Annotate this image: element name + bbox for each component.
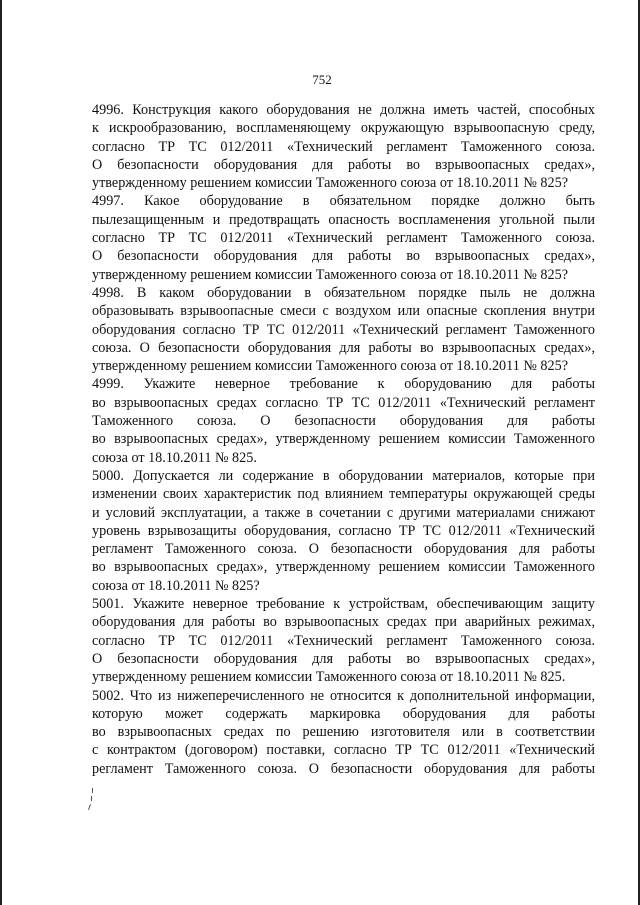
question-line: 5000. Допускается ли содержание в оборудовании материалов, которые при	[92, 467, 595, 484]
page-number: 752	[312, 72, 332, 87]
question-4996	[92, 101, 595, 192]
question-line: утвержденному решением комиссии Таможенного союза от 18.10.2011 № 825?	[92, 358, 568, 375]
question-line: 5001. Укажите неверное требование к устройствам, обеспечивающим защиту	[92, 596, 595, 613]
question-line: регламент Таможенного союза. О безопасности оборудования для работы	[92, 760, 595, 777]
question-line: союза. О безопасности оборудования для работы во взрывоопасных средах»,	[92, 339, 595, 356]
question-line: образовывать взрывоопасные смеси с воздухом или опасные скопления внутри	[92, 303, 595, 320]
question-line: 4999. Укажите неверное требование к оборудованию для работы	[92, 376, 595, 393]
question-line: во взрывоопасных средах по решению изготовителя или в соответствии	[92, 724, 595, 741]
question-line: во взрывоопасных средах», утвержденному решением комиссии Таможенного	[92, 431, 595, 448]
question-line: О безопасности оборудования для работы во взрывоопасных средах»,	[92, 650, 595, 667]
question-line: 4996. Конструкция какого оборудования не должна иметь частей, способных	[92, 102, 595, 118]
question-line: во взрывоопасных средах», утвержденному решением комиссии Таможенного	[92, 559, 595, 576]
question-line: и условий эксплуатации, а также в сочетании с другими материалами снижают	[92, 504, 595, 521]
question-line: утвержденному решением комиссии Таможенного союза от 18.10.2011 № 825?	[92, 266, 568, 283]
question-line: оборудования согласно ТР ТС 012/2011 «Технический регламент Таможенного	[92, 321, 595, 338]
question-4999	[92, 375, 595, 466]
question-line: пылезащищенным и предотвращать опасность воспламенения угольной пыли	[92, 211, 595, 228]
scan-mark	[86, 788, 98, 812]
question-line: Таможенного союза. О безопасности оборудования для работы	[92, 413, 595, 430]
question-line: союза от 18.10.2011 № 825?	[92, 577, 260, 594]
question-line: согласно ТР ТС 012/2011 «Технический регламент Таможенного союза.	[92, 632, 595, 649]
question-line: во взрывоопасных средах согласно ТР ТС 012/2011 «Технический регламент	[92, 394, 595, 411]
question-line: к искрообразованию, воспламеняющему окружающую взрывоопасную среду,	[92, 120, 595, 137]
question-line: союза от 18.10.2011 № 825.	[92, 449, 257, 466]
question-line: 4997. Какое оборудование в обязательном порядке должно быть	[92, 193, 595, 210]
question-line: 5002. Что из нижеперечисленного не относится к дополнительной информации,	[92, 687, 595, 704]
question-line: утвержденному решением комиссии Таможенного союза от 18.10.2011 № 825?	[92, 175, 568, 192]
question-line: 4998. В каком оборудовании в обязательном порядке пыль не должна	[92, 284, 595, 301]
question-line: изменении своих характеристик под влиянием температуры окружающей среды	[92, 486, 595, 503]
question-5001	[92, 595, 595, 686]
question-line: согласно ТР ТС 012/2011 «Технический регламент Таможенного союза.	[92, 138, 595, 155]
question-5000	[92, 467, 595, 595]
question-line: согласно ТР ТС 012/2011 «Технический регламент Таможенного союза.	[92, 230, 595, 247]
question-line: уровень взрывозащиты оборудования, согласно ТР ТС 012/2011 «Технический	[92, 522, 595, 539]
question-4998	[92, 284, 595, 375]
question-line: О безопасности оборудования для работы во взрывоопасных средах»,	[92, 248, 595, 265]
question-line: регламент Таможенного союза. О безопасности оборудования для работы	[92, 541, 595, 558]
question-line: с контрактом (договором) поставки, согласно ТР ТС 012/2011 «Технический	[92, 742, 595, 759]
question-line: которую может содержать маркировка оборудования для работы	[92, 705, 595, 722]
question-line: утвержденному решением комиссии Таможенного союза от 18.10.2011 № 825.	[92, 669, 566, 686]
question-line: О безопасности оборудования для работы во взрывоопасных средах»,	[92, 156, 595, 173]
question-line: оборудования для работы во взрывоопасных средах при аварийных режимах,	[92, 614, 595, 631]
document-body	[92, 101, 595, 778]
question-4997	[92, 192, 595, 283]
question-5002	[92, 687, 595, 778]
